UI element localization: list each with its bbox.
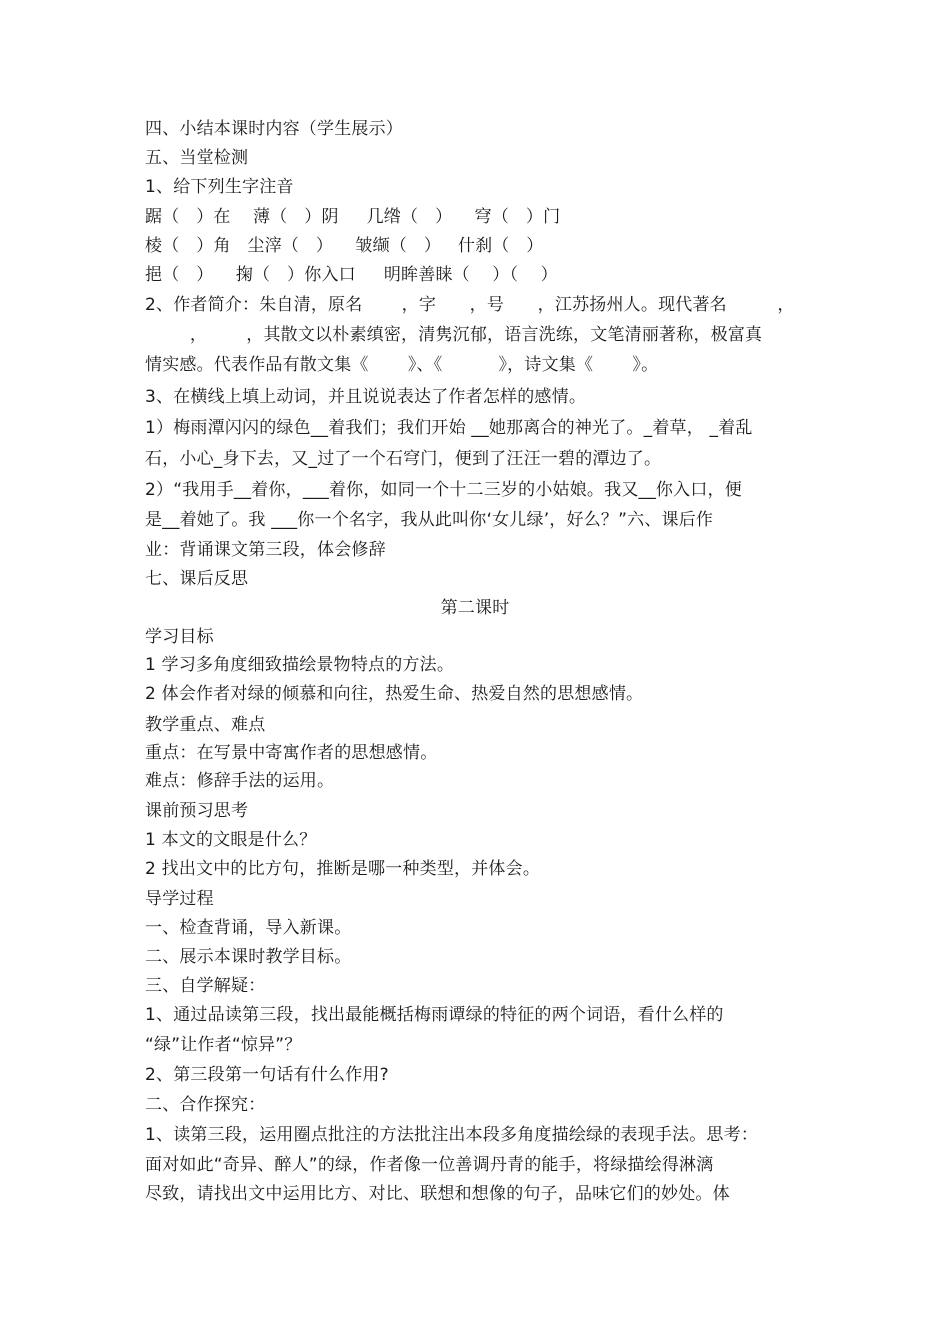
text-line: 四、小结本课时内容（学生展示）: [145, 119, 403, 139]
text-line: 一、检查背诵，导入新课。: [145, 918, 352, 938]
text-line: 重点：在写景中寄寓作者的思想感情。: [145, 743, 438, 763]
text-line: 教学重点、难点: [145, 715, 266, 735]
text-line: 五、当堂检测: [145, 148, 249, 168]
text-line: 1）梅雨潭闪闪的绿色__着我们；我们开始 __她那离合的神光了。_着草， _着乱: [145, 418, 753, 438]
section-title: 第二课时: [440, 598, 510, 618]
text-line: 挹（ ） 掬（ ）你入口 明眸善睐（ ）（ ）: [145, 265, 558, 285]
text-line: 2）“我用手__着你，___着你，如同一个十二三岁的小姑娘。我又__你入口，便: [145, 480, 742, 500]
text-line: 棱（ ）角 尘滓（ ） 皱缬（ ） 什刹（ ）: [145, 236, 544, 256]
text-line: 1、通过品读第三段，找出最能概括梅雨谭绿的特征的两个词语，看什么样的: [145, 1005, 724, 1025]
text-line: 1、给下列生字注音: [145, 177, 294, 197]
text-line: 1 本文的文眼是什么？: [145, 830, 317, 850]
text-line: “绿”让作者“惊异”？: [145, 1035, 302, 1055]
text-line: 业：背诵课文第三段，体会修辞: [145, 540, 386, 560]
text-line: 2 找出文中的比方句，推断是哪一种类型，并体会。: [145, 859, 541, 879]
text-line: 3、在横线上填上动词，并且说说表达了作者怎样的感情。: [145, 387, 587, 407]
text-line: 2、第三段第一句话有什么作用?: [145, 1065, 389, 1085]
text-line: 踞（ ）在 薄（ ）阴 几绺（ ） 穹（ ）门: [145, 207, 561, 227]
text-line: 难点：修辞手法的运用。: [145, 771, 335, 791]
text-line: 二、展示本课时教学目标。: [145, 947, 352, 967]
text-line: 2、作者简介：朱自清，原名 ，字 ，号 ，江苏扬州人。现代著名 ，: [145, 295, 795, 315]
text-line: 石，小心_身下去，又_过了一个石穹门，便到了汪汪一碧的潭边了。: [145, 449, 662, 469]
text-line: 七、课后反思: [145, 569, 249, 589]
text-line: 学习目标: [145, 627, 214, 647]
text-line: 是__着她了。我 ___你一个名字，我从此叫你‘女儿绿’，好么？”六、课后作: [145, 510, 714, 530]
text-line: 导学过程: [145, 889, 214, 909]
text-line: 二、合作探究：: [145, 1095, 266, 1115]
text-line: ， ，其散文以朴素缜密，清隽沉郁，语言洗练，文笔清丽著称，极富真: [145, 325, 763, 345]
text-line: 三、自学解疑：: [145, 976, 266, 996]
text-line: 1、读第三段，运用圈点批注的方法批注出本段多角度描绘绿的表现手法。思考：: [145, 1125, 759, 1145]
text-line: 面对如此“奇异、醉人”的绿，作者像一位善调丹青的能手，将绿描绘得淋漓: [145, 1155, 714, 1175]
text-line: 课前预习思考: [145, 801, 249, 821]
text-line: 尽致，请找出文中运用比方、对比、联想和想像的句子，品味它们的妙处。体: [145, 1184, 730, 1204]
text-line: 2 体会作者对绿的倾慕和向往，热爱生命、热爱自然的思想感情。: [145, 684, 644, 704]
text-line: 1 学习多角度细致描绘景物特点的方法。: [145, 655, 455, 675]
text-line: 情实感。代表作品有散文集《 》、《 》，诗文集《 》。: [145, 355, 659, 375]
